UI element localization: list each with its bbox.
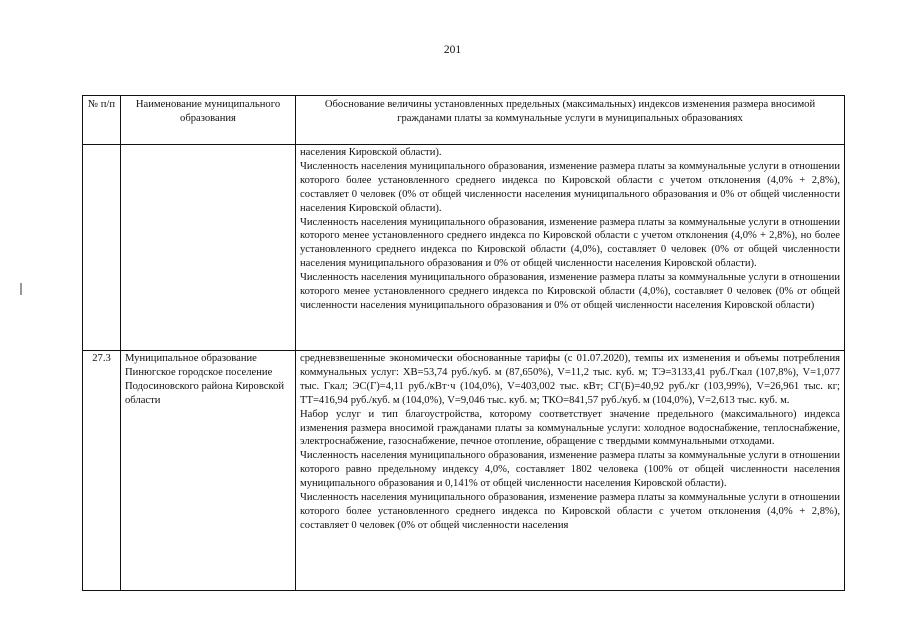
population-equal-index-paragraph: Численность населения муниципального образования, изменение размера платы за коммунальные услуги в отношении которого равно предельному индексу 4,0%, составляет 1802 человека (100% от общей численности населения муниципального образования и 0,141% от общей численности населения Кировской области).: [300, 450, 840, 490]
row-number: [83, 145, 121, 351]
justification-paragraph: населения Кировской области).: [300, 147, 442, 158]
table-row-continuation: [83, 145, 845, 351]
population-above-index-paragraph: Численность населения муниципального образования, изменение размера платы за коммунальные услуги в отношении которого более установленного среднего индекса по Кировской области с учетом отклонения (4,0% + 2,8%), составляет 0 человек (0% от общей численности населения: [300, 492, 840, 531]
tariff-index-table: [82, 95, 845, 591]
header-municipality-name: Наименование муниципального образования: [121, 96, 296, 145]
row-municipality-name: [121, 145, 296, 351]
services-set-paragraph: Набор услуг и тип благоустройства, которому соответствует значение предельного (максимального) индекса изменения размера вносимой гражданами платы за коммунальные услуги: холодное водоснабжение, теплоснабжение, электроснабжение, газоснабжение, печное отопление, обращение с твердыми коммунальными отходами.: [300, 408, 840, 448]
table-header-row: [83, 96, 845, 145]
row-number: 27.3: [83, 351, 121, 591]
header-justification: Обоснование величины установленных предельных (максимальных) индексов изменения размера вносимой гражданами платы за коммунальные услуги в муниципальных образованиях: [296, 96, 845, 145]
row-justification: [296, 145, 845, 351]
justification-paragraph: Численность населения муниципального образования, изменение размера платы за коммунальные услуги в отношении которого менее установленного среднего индекса по Кировской области с учетом отклонения (4,0% + 2,8%), но более установленного среднего индекса по Кировской области (4,0%), составляет 0 человек (0% от общей численности населения муниципального образования и 0% от общей численности населения Кировской области).: [300, 216, 840, 270]
row-justification: [296, 351, 845, 591]
justification-paragraph: Численность населения муниципального образования, изменение размера платы за коммунальные услуги в отношении которого более установленного среднего индекса по Кировской области с учетом отклонения (4,0% + 2,8%), составляет 0 человек (0% от общей численности населения муниципального образования и 0% от общей численности населения Кировской области).: [300, 160, 840, 214]
scan-artifact-mark: [20, 283, 22, 295]
justification-paragraph: Численность населения муниципального образования, изменение размера платы за коммунальные услуги в отношении которого менее установленного среднего индекса по Кировской области (4,0%), составляет 0 человек (0% от общей численности населения муниципального образования и 0% от общей численности населения Кировской области): [300, 272, 840, 311]
page-number: 201: [443, 44, 462, 56]
row-municipality-name: Муниципальное образование Пинюгское городское поселение Подосиновского района Кировской области: [121, 351, 296, 591]
table-row-27-3: [83, 351, 845, 591]
tariffs-paragraph: средневзвешенные экономически обоснованные тарифы (с 01.07.2020), темпы их изменения и объемы потребления коммунальных услуг: ХВ=53,74 руб./куб. м (87,650%), V=11,2 тыс. куб. м; ТЭ=3133,41 руб./Гкал (107,8%), V=1,077 тыс. Гкал; ЭС(Г)=4,11 руб./кВт·ч (104,0%), V=403,002 тыс. кВт; СГ(Б)=40,92 руб./кг (103,99%), V=26,961 тыс. кг; ТТ=416,94 руб./куб. м (104,0%), V=9,046 тыс. куб. м; ТКО=841,57 руб./куб. м (104,0%), V=2,613 тыс. куб. м.: [300, 353, 840, 406]
header-number: № п/п: [83, 96, 121, 145]
